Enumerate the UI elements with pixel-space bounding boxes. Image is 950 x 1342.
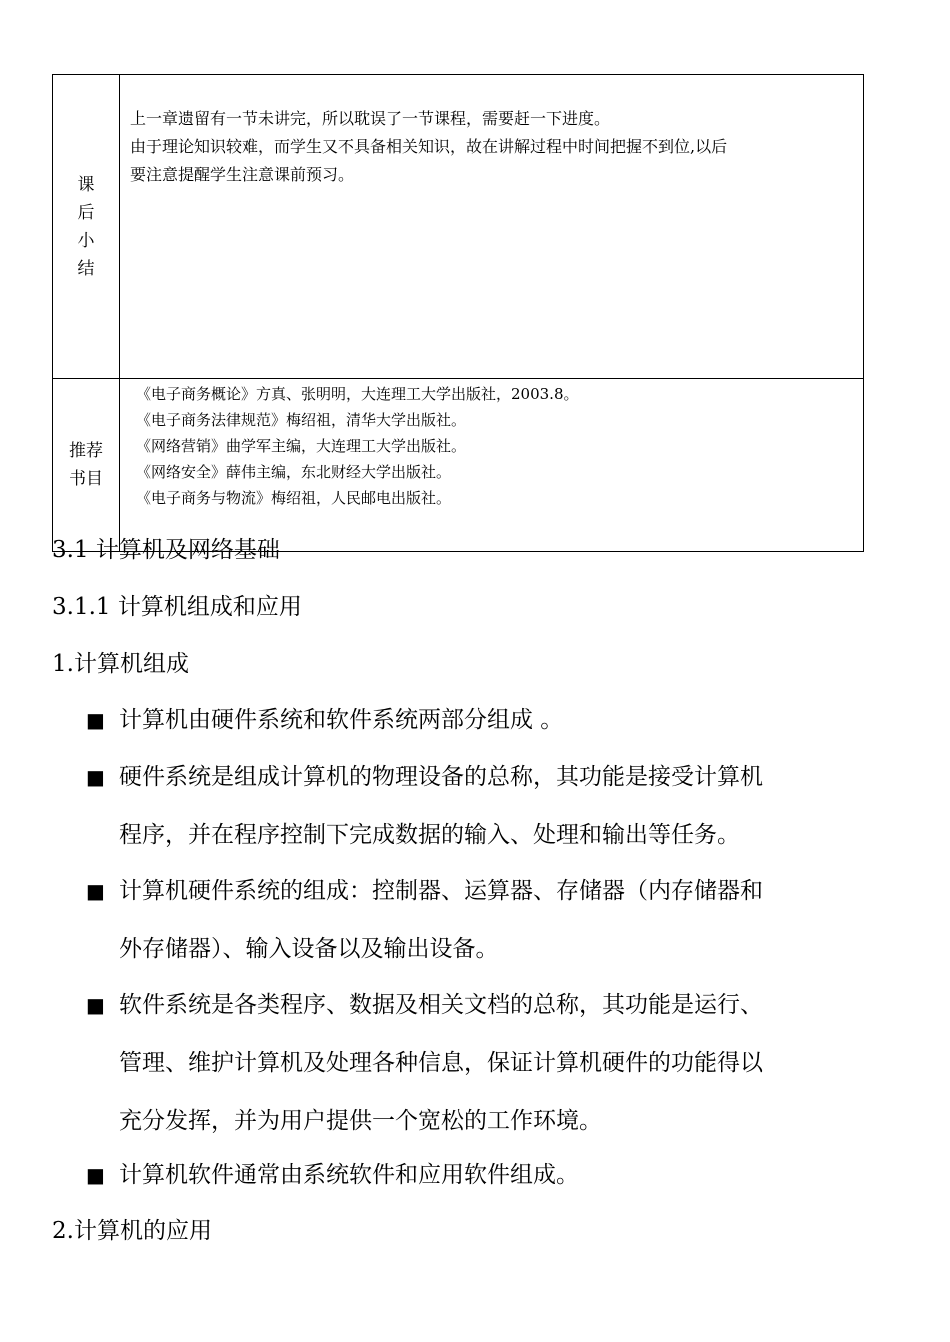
square-bullet-icon: ■ <box>86 708 105 732</box>
lesson-table <box>52 74 864 552</box>
bullet-item <box>86 862 916 978</box>
bullet-line: 管理、维护计算机及处理各种信息，保证计算机硬件的功能得以 <box>119 1050 763 1076</box>
books-label-line: 书目 <box>69 469 103 489</box>
book-item: 《网络安全》薛伟主编，东北财经大学出版社。 <box>136 463 452 481</box>
bullet-line: 软件系统是各类程序、数据及相关文档的总称，其功能是运行、 <box>119 992 763 1018</box>
item-heading-2: 2.计算机的应用 <box>52 1218 212 1244</box>
summary-label <box>53 75 120 379</box>
bullet-line: 硬件系统是组成计算机的物理设备的总称，其功能是接受计算机 <box>119 764 763 790</box>
summary-content <box>120 75 864 379</box>
bullet-item <box>86 691 916 749</box>
summary-line: 要注意提醒学生注意课前预习。 <box>130 165 355 184</box>
bullet-line: 外存储器）、输入设备以及输出设备。 <box>119 936 499 962</box>
subsection-heading: 3.1.1 计算机组成和应用 <box>52 594 302 620</box>
bullet-line: 计算机硬件系统的组成：控制器、运算器、存储器（内存储器和 <box>119 878 763 904</box>
summary-label-char: 结 <box>77 258 95 279</box>
bullet-line: 计算机由硬件系统和软件系统两部分组成 。 <box>119 707 564 733</box>
summary-row <box>53 75 864 379</box>
bullet-item <box>86 1146 916 1204</box>
summary-line: 由于理论知识较难，而学生又不具备相关知识，故在讲解过程中时间把握不到位,以后 <box>130 137 728 156</box>
bullet-line: 充分发挥，并为用户提供一个宽松的工作环境。 <box>119 1108 602 1134</box>
bullet-item <box>86 976 916 1150</box>
square-bullet-icon: ■ <box>86 879 105 903</box>
summary-line: 上一章遗留有一节未讲完，所以耽误了一节课程，需要赶一下进度。 <box>130 109 611 128</box>
books-label <box>53 379 120 552</box>
bullet-line: 程序，并在程序控制下完成数据的输入、处理和输出等任务。 <box>119 822 740 848</box>
book-item: 《电子商务概论》方真、张明明，大连理工大学出版社，2003.8。 <box>136 385 579 403</box>
square-bullet-icon: ■ <box>86 765 105 789</box>
book-item: 《网络营销》曲学军主编，大连理工大学出版社。 <box>136 437 467 455</box>
bullet-line: 计算机软件通常由系统软件和应用软件组成。 <box>119 1162 579 1188</box>
book-item: 《电子商务与物流》梅绍祖，人民邮电出版社。 <box>136 489 452 507</box>
summary-label-char: 小 <box>77 230 95 251</box>
books-row <box>53 379 864 552</box>
summary-label-char: 课 <box>77 174 95 195</box>
books-content <box>120 379 864 552</box>
bullet-item <box>86 748 916 864</box>
book-item: 《电子商务法律规范》梅绍祖，清华大学出版社。 <box>136 411 467 429</box>
square-bullet-icon: ■ <box>86 1163 105 1187</box>
item-heading-1: 1.计算机组成 <box>52 651 189 677</box>
square-bullet-icon: ■ <box>86 993 105 1017</box>
section-heading: 3.1 计算机及网络基础 <box>52 537 280 563</box>
books-label-line: 推荐 <box>69 441 103 461</box>
summary-label-char: 后 <box>77 202 95 223</box>
